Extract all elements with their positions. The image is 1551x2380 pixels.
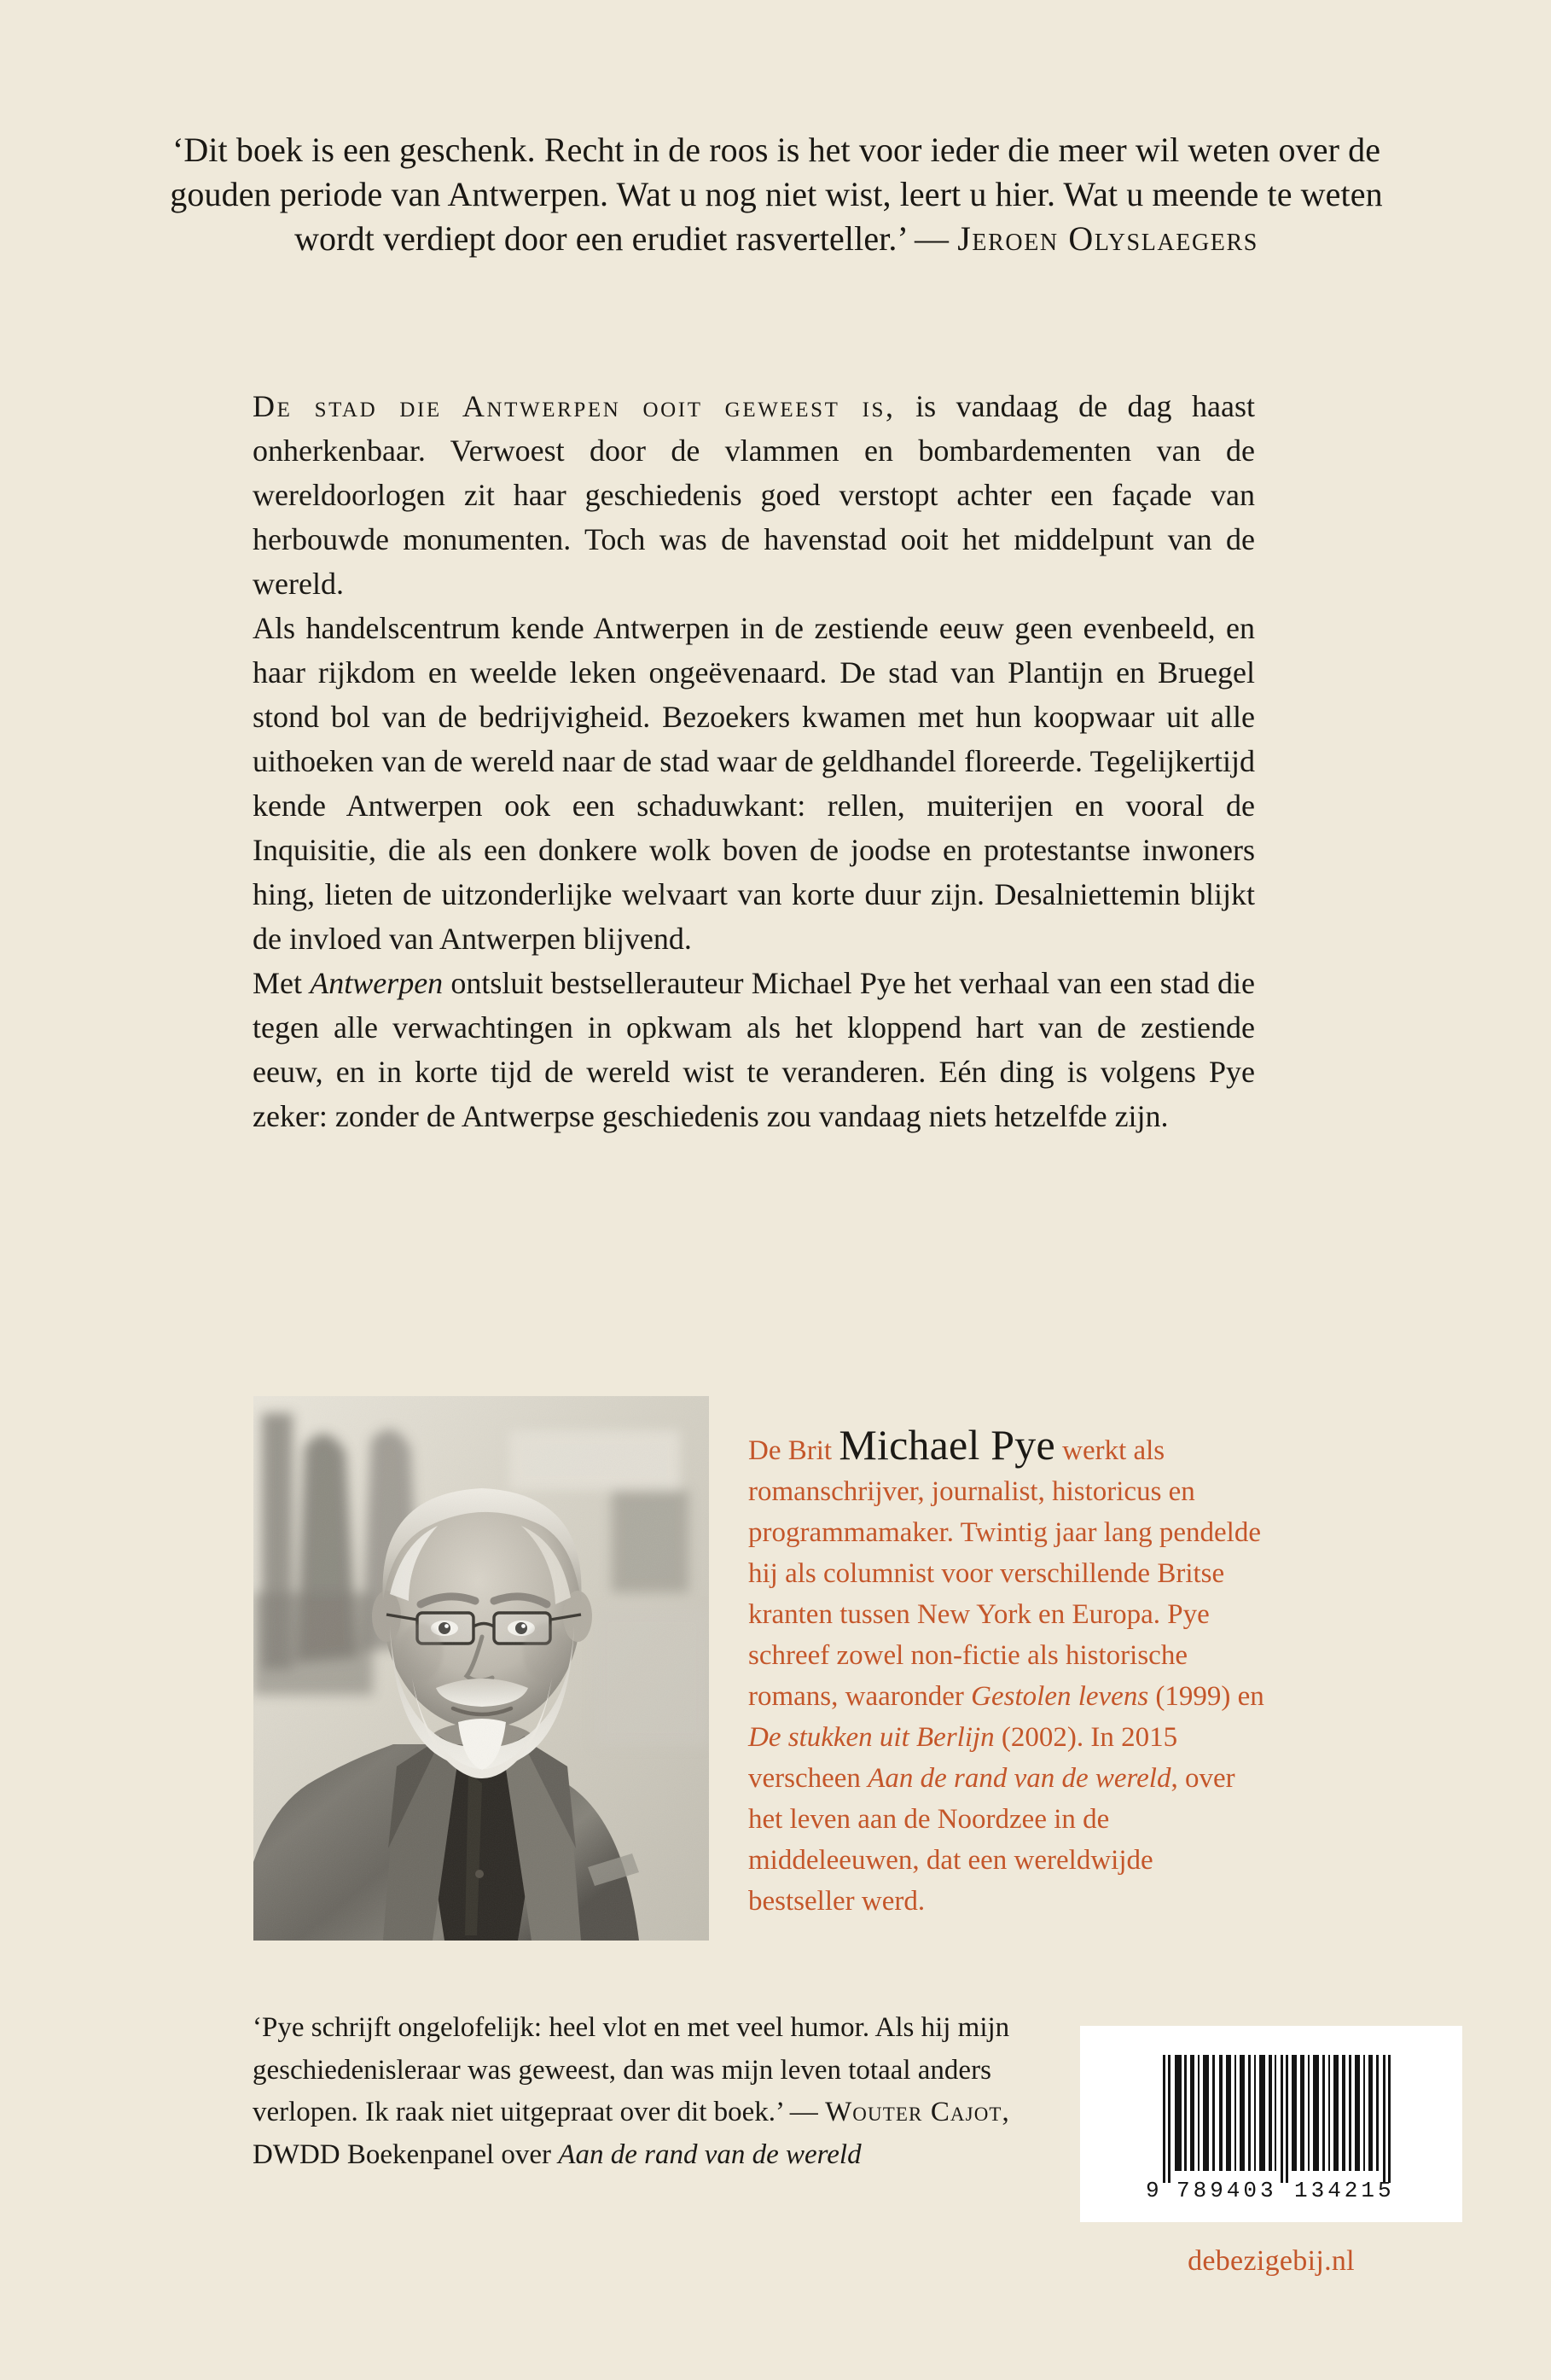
endorsement-quote-bottom-source: DWDD Boekenpanel over <box>253 2139 559 2170</box>
barcode-lead-digit: 9 <box>1146 2178 1159 2203</box>
barcode-left-group: 789403 <box>1176 2178 1277 2203</box>
blurb-paragraph-3 <box>253 961 1255 1138</box>
endorsement-quote-top-text: ‘Dit boek is een geschenk. Recht in de roos is het voor ieder die meer wil weten over de gouden periode van Antwerpen. Wat u nog niet wist, leert u hier. Wat u meende te weten wordt verdiept door een erudiet rasverteller.’ — <box>170 131 1383 258</box>
blurb-paragraph-3-b: ontsluit bestsellerauteur Michael Pye het verhaal van een stad die tegen alle verwachtingen in opkwam als het kloppend hart van de zestiende eeuw, en in korte tijd de wereld wist te veranderen. Eén ding is volgens Pye zeker: zonder de Antwerpse geschiedenis zou vandaag niets hetzelfde zijn. <box>253 966 1255 1134</box>
blurb-paragraph-3-a: Met <box>253 966 311 1001</box>
blurb-lead-small-caps: De stad die Antwerpen ooit geweest is, <box>253 389 896 423</box>
endorsement-quote-bottom-text: ‘Pye schrijft ongelofelijk: heel vlot en met veel humor. Als hij mijn geschiedenisleraar was geweest, dan was mijn leven totaal anders verlopen. Ik raak niet uitgepraat over dit boek.’ — <box>253 2012 1010 2127</box>
publisher-website[interactable]: debezigebij.nl <box>1188 2245 1355 2277</box>
blurb-paragraph-2: Als handelscentrum kende Antwerpen in de zestiende eeuw geen evenbeeld, en haar rijkdom en weelde leken ongeëvenaard. De stad van Plantijn en Bruegel stond bol van de bedrijvigheid. Bezoekers kwamen met hun koopwaar uit alle uithoeken van de wereld naar de stad waar de geldhandel floreerde. Tegelijkertijd kende Antwerpen ook een schaduwkant: rellen, muiterijen en vooral de Inquisitie, die als een donkere wolk boven de joodse en protestantse inwoners hing, lieten de uitzonderlijke welvaart van korte duur zijn. Desalniettemin blijkt de invloed van Antwerpen blijvend. <box>253 611 1255 957</box>
author-bio-part-3: (2002). In 2015 verscheen <box>748 1722 1178 1794</box>
author-bio <box>748 1423 1264 1922</box>
blurb-paragraph-1 <box>253 384 1255 606</box>
barcode-right-group: 134215 <box>1294 2178 1395 2203</box>
author-bio-part-4: , over het leven aan de Noordzee in de middeleeuwen, dat een wereldwijde bestseller werd. <box>748 1763 1235 1917</box>
endorsement-quote-bottom <box>253 2007 1054 2176</box>
endorsement-quote-top <box>154 128 1399 261</box>
blurb-book-title: Antwerpen <box>310 966 444 1001</box>
isbn-barcode <box>1080 2026 1462 2222</box>
author-bio-prefix: De Brit <box>748 1435 839 1466</box>
blurb-paragraph-1-rest: is vandaag de dag haast onherkenbaar. Verwoest door de vlammen en bombardementen van de wereldoorlogen zit haar geschiedenis goed verstopt achter een façade van herbouwde monumenten. Toch was de havenstad ooit het middelpunt van de wereld. <box>253 389 1256 602</box>
endorsement-quote-top-attribution: Jeroen Olyslaegers <box>957 219 1258 258</box>
author-bio-part-2: (1999) en <box>1148 1681 1264 1712</box>
author-portrait-photo <box>253 1396 709 1941</box>
author-bio-part-1: werkt als romanschrijver, journalist, historicus en programmamaker. Twintig jaar lang pendelde hij als columnist voor verschillende Britse kranten tussen New York en Europa. Pye schreef zowel non-fictie als historische romans, waaronder <box>748 1435 1261 1712</box>
author-book-title-3: Aan de rand van de wereld <box>868 1763 1171 1794</box>
endorsement-quote-bottom-attribution: Wouter Cajot, <box>825 2097 1010 2127</box>
author-book-title-2: De stukken uit Berlijn <box>748 1722 995 1753</box>
author-name: Michael Pye <box>839 1421 1055 1469</box>
endorsement-quote-bottom-title: Aan de rand van de wereld <box>558 2139 862 2170</box>
author-book-title-1: Gestolen levens <box>971 1681 1149 1712</box>
book-blurb <box>253 384 1255 1138</box>
